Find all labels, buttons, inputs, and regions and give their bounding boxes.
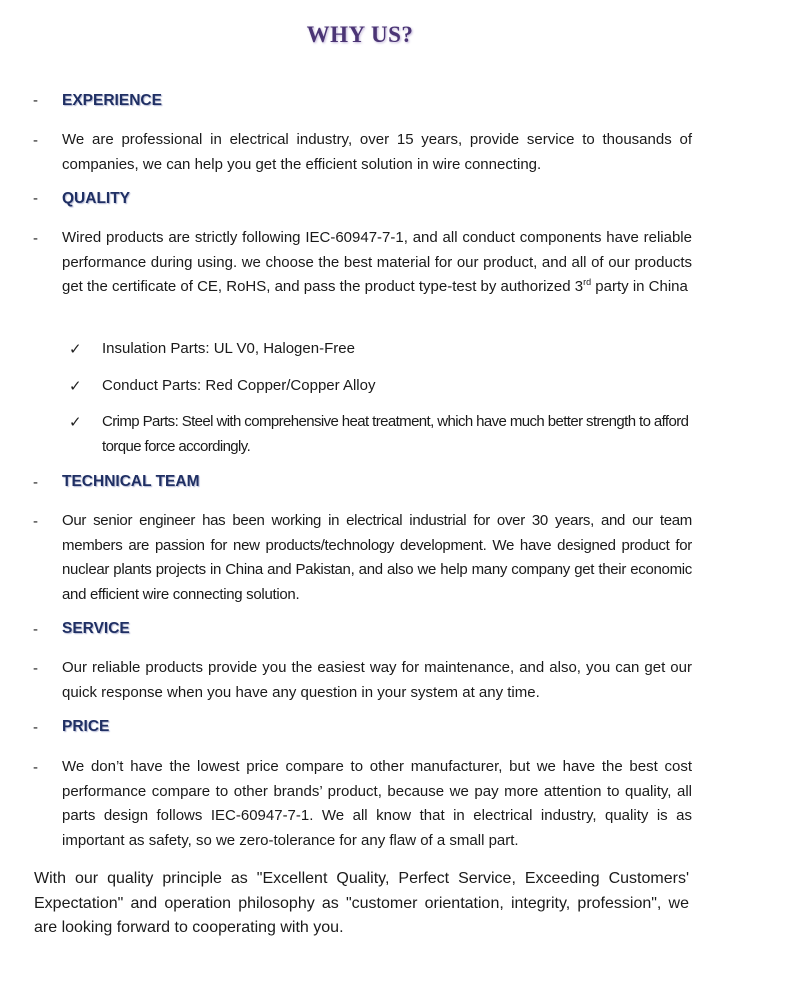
heading-quality: QUALITY: [62, 190, 131, 207]
price-text: We don’t have the lowest price compare to other manufacturer, but we have the best cost performance compare to other brands’ product, because we pay more attention to quality, all parts design follows IEC-60947-7-1. We all know that in electrical industry, quality is as important as safety, so we zero-tolerance for any flaw of a small part.: [62, 758, 692, 849]
quality-text: [62, 226, 692, 300]
experience-text: We are professional in electrical industry, over 15 years, provide service to thousands of companies, we can help you get the efficient solution in wire connecting.: [62, 131, 692, 173]
quality-bullet: Insulation Parts: UL V0, Halogen-Free: [102, 340, 355, 357]
dash-marker: -: [33, 92, 38, 109]
check-icon: ✓: [69, 341, 82, 358]
closing-paragraph: With our quality principle as "Excellent Quality, Perfect Service, Exceeding Customers' Expectation" and operation philosophy as "customer orientation, integrity, profession", we are looking forward to cooperating with you.: [34, 870, 689, 936]
heading-technical-team: TECHNICAL TEAM: [62, 473, 200, 490]
quality-text-main: Wired products are strictly following IEC-60947-7-1, and all conduct components have reliable performance during using. we choose the best material for our product, and all of our products get the certificate of CE, RoHS, and pass the product type-test by authorized 3: [62, 229, 692, 295]
heading-experience: EXPERIENCE: [62, 92, 162, 109]
quality-text-end: party in China: [591, 278, 688, 295]
quality-text-sup: rd: [583, 277, 592, 287]
dash-marker: -: [33, 132, 38, 149]
check-icon: ✓: [69, 378, 82, 395]
check-icon: ✓: [69, 414, 82, 431]
heading-price: PRICE: [62, 718, 110, 735]
dash-marker: -: [33, 230, 38, 247]
technical-text: Our senior engineer has been working in electrical industrial for over 30 years, and our team members are passion for new products/technology development. We have designed product for nuclear plants projects in China and Pakistan, and also we help many company get their economic and efficient wire connecting solution.: [62, 512, 692, 603]
quality-bullet: Crimp Parts: Steel with comprehensive heat treatment, which have much better strength to afford torque force accordingly.: [102, 413, 689, 455]
dash-marker: -: [33, 660, 38, 677]
page-title: WHY US?: [306, 22, 414, 47]
heading-service: SERVICE: [62, 620, 130, 637]
dash-marker: -: [33, 190, 38, 207]
service-text: Our reliable products provide you the easiest way for maintenance, and also, you can get our quick response when you have any question in your system at any time.: [62, 659, 692, 701]
dash-marker: -: [33, 621, 38, 638]
dash-marker: -: [33, 474, 38, 491]
dash-marker: -: [33, 719, 38, 736]
quality-bullet: Conduct Parts: Red Copper/Copper Alloy: [102, 377, 376, 394]
dash-marker: -: [33, 513, 38, 530]
dash-marker: -: [33, 759, 38, 776]
